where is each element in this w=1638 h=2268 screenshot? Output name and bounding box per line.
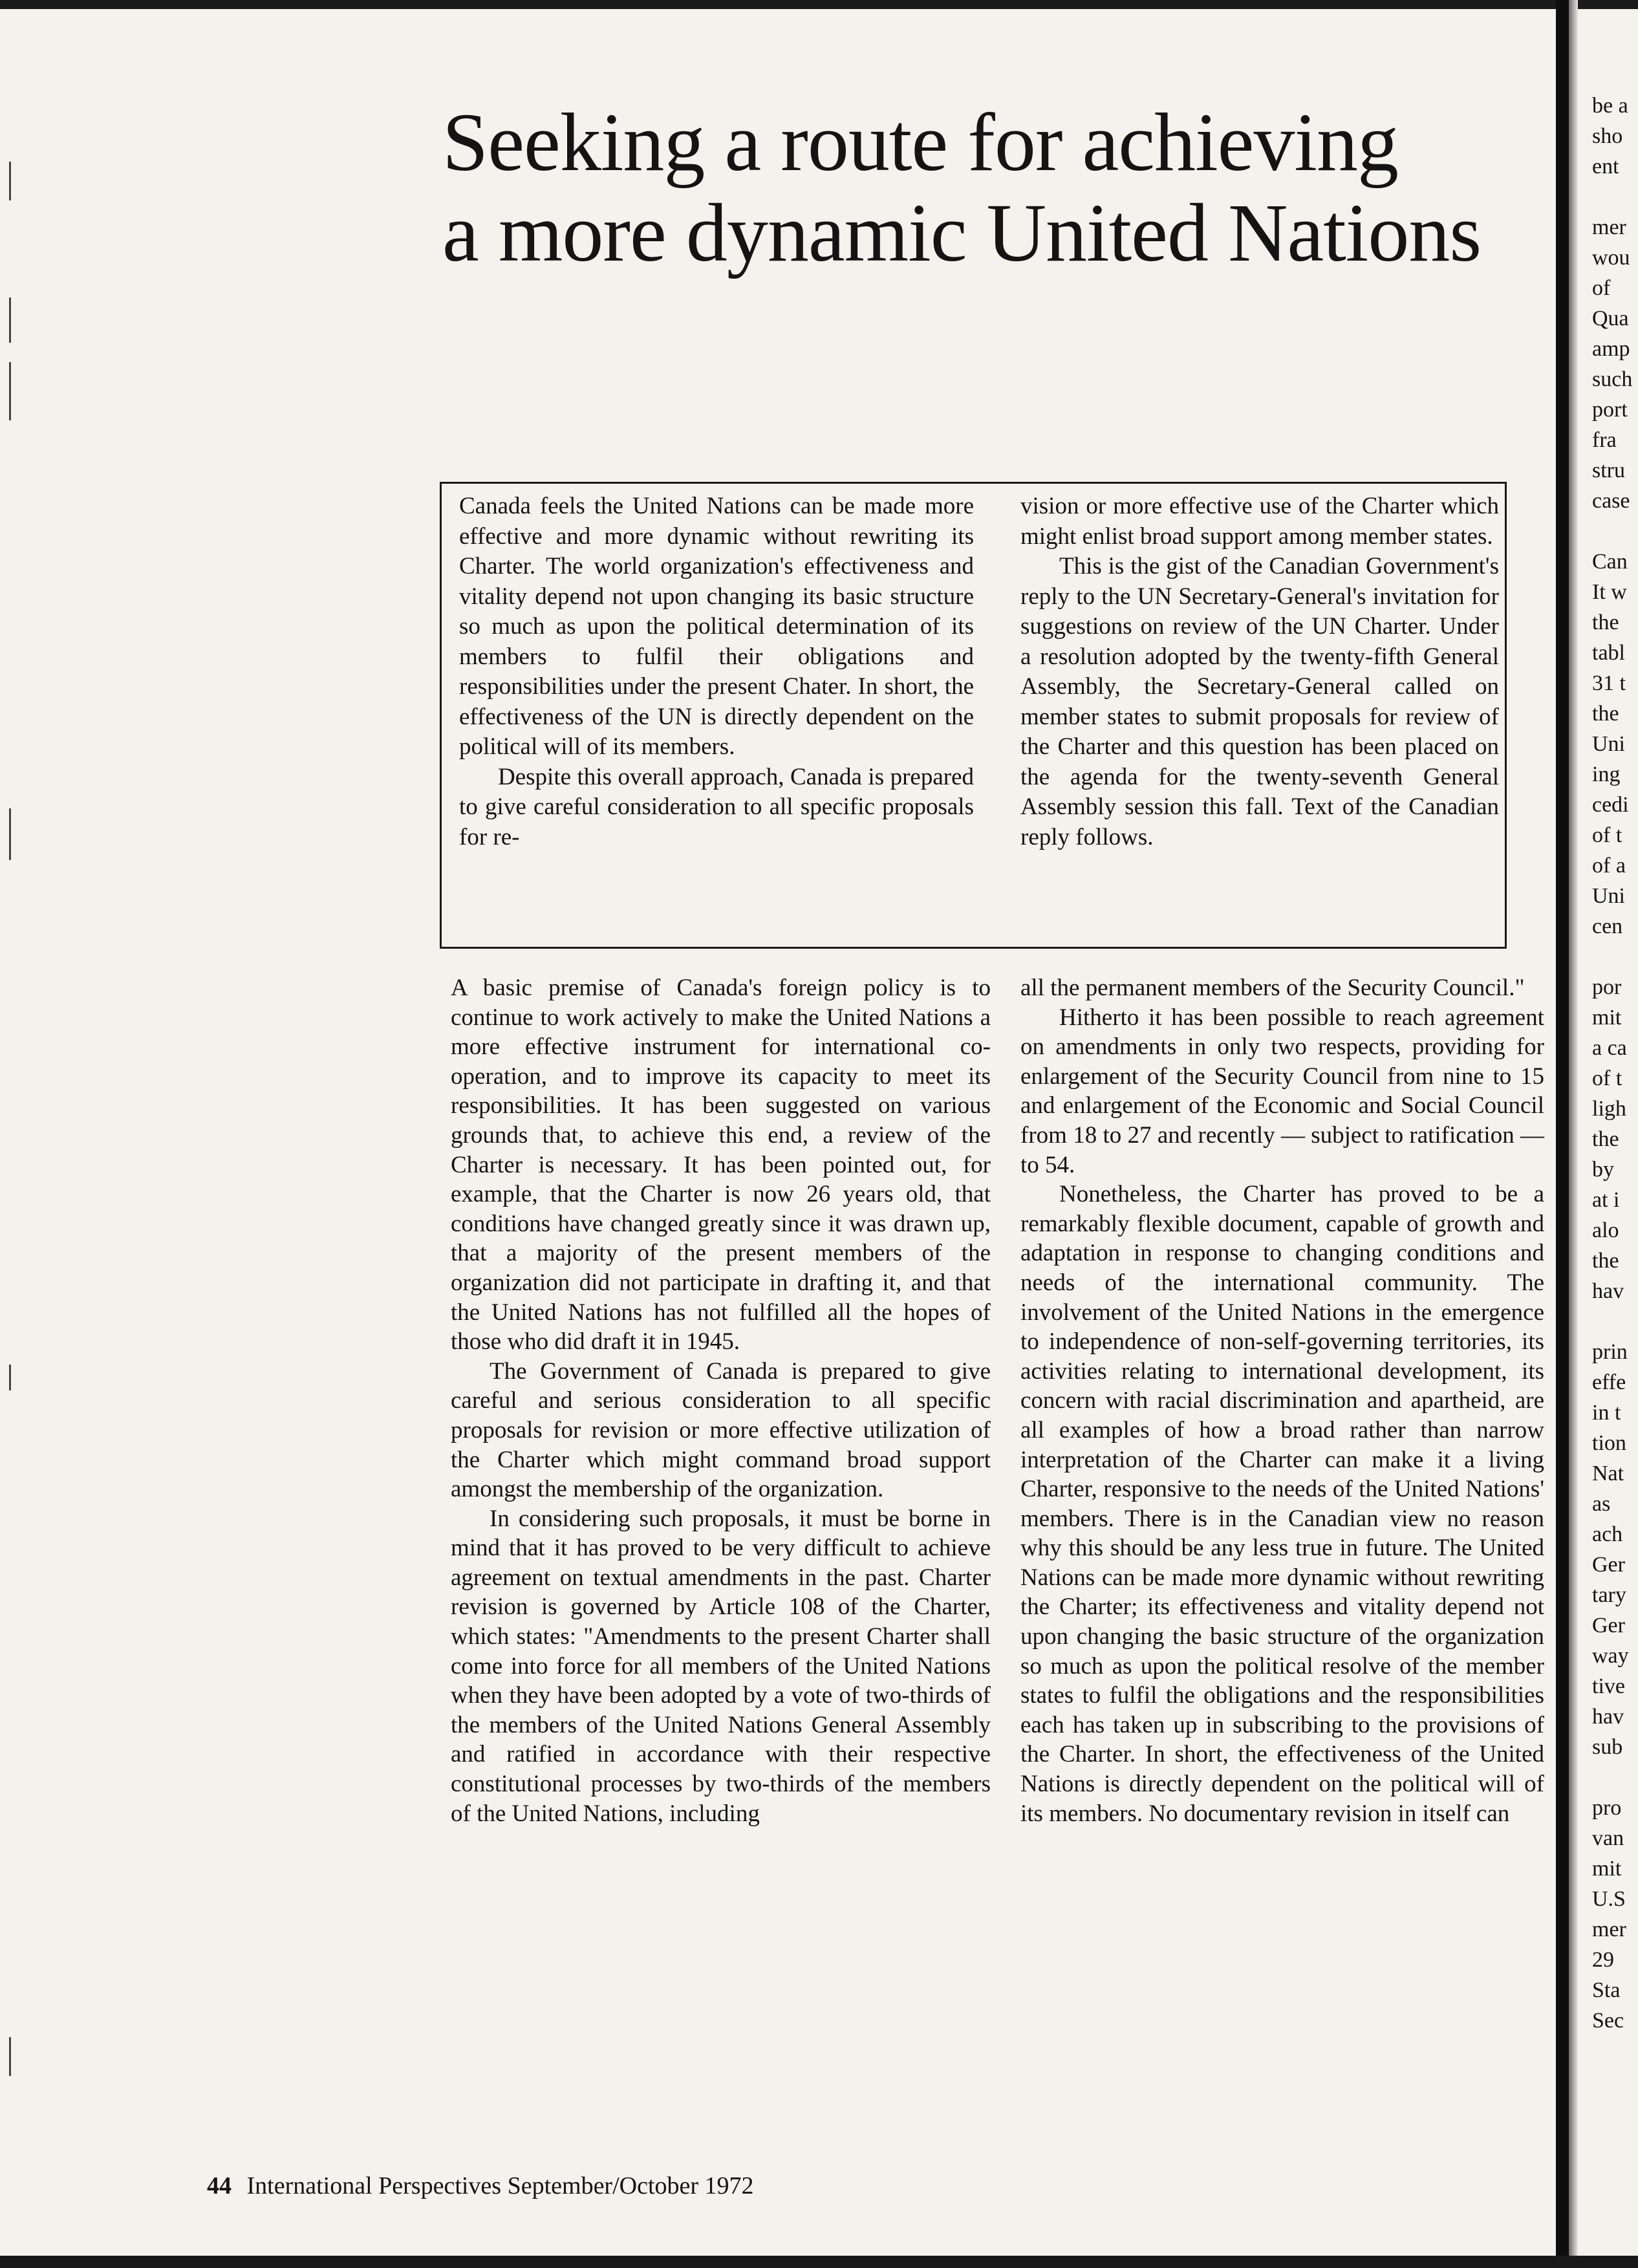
body-column-right <box>1020 973 1544 1828</box>
body-column-left <box>451 973 991 1828</box>
intro-paragraph: This is the gist of the Canadian Government's reply to the UN Secretary-General's invitation for suggestions on review of the UN Charter. Under a resolution adopted by the twenty-fifth General Assembly, the Secretary-General called on member states to submit proposals for review of the Charter and this question has been placed on the agenda for the twenty-seventh General Assembly session this fall. Text of the Canadian reply follows. <box>1020 553 1499 850</box>
facing-page-line: be a <box>1592 94 1628 118</box>
facing-page-line: Nat <box>1592 1462 1624 1485</box>
facing-page-line: Sta <box>1592 1978 1621 2002</box>
facing-page-line: van <box>1592 1826 1624 1850</box>
facing-page-line <box>1592 1306 1638 1337</box>
facing-page-line: mit <box>1592 1857 1622 1881</box>
facing-page-line: in t <box>1592 1401 1621 1425</box>
scan-bottom-edge <box>0 2256 1638 2268</box>
facing-page-line: wou <box>1592 246 1630 270</box>
facing-page-line: amp <box>1592 337 1630 361</box>
page-gutter <box>1556 0 1569 2268</box>
facing-page-line: hav <box>1592 1705 1624 1729</box>
body-paragraph: Hitherto it has been possible to reach agreement on amendments in only two respects, providing for enlargement of the Security Council from nine to 15 and enlargement of the Economic and Social Council from 18 to 27 and recently — subject to ratification — to 54. <box>1020 1004 1544 1178</box>
facing-page-line: as <box>1592 1492 1611 1516</box>
facing-page-line: mer <box>1592 215 1626 239</box>
facing-page-line: U.S <box>1592 1887 1626 1911</box>
body-paragraph: In considering such proposals, it must be borne in mind that it has proved to be very difficult to achieve agreement on textual amendments in the past. Charter revision is governed by Article 108 of the Charter, which states: "Amendments to the present Charter shall come into force for all members of the United Nations when they have been adopted by a vote of two-thirds of the members of the United Nations General Assembly and ratified in accordance with their respective constitutional processes by two-thirds of the members of the United Nations, including <box>451 1505 991 1827</box>
facing-page-line <box>1592 1762 1638 1793</box>
facing-page-line: the <box>1592 1249 1619 1273</box>
intro-paragraph: vision or more effective use of the Charter which might enlist broad support among member states. <box>1020 493 1499 550</box>
facing-page-line: por <box>1592 975 1622 999</box>
facing-page-line: tion <box>1592 1431 1626 1455</box>
facing-page-line: ligh <box>1592 1097 1626 1121</box>
facing-page-line: tive <box>1592 1674 1625 1698</box>
scan-margin-marks <box>0 162 26 2231</box>
intro-paragraph: Canada feels the United Nations can be made more effective and more dynamic without rewriting its Charter. The world organization's effectiveness and vitality depend not upon changing its basic structure so much as upon the political determination of its members to fulfil their obligations and responsibilities under the present Chater. In short, the effectiveness of the UN is directly dependent on the political will of its members. <box>459 493 974 760</box>
facing-page-line: of t <box>1592 823 1622 847</box>
scan-top-edge <box>0 0 1638 9</box>
facing-page-line: It w <box>1592 580 1627 604</box>
facing-page-line: a ca <box>1592 1036 1627 1060</box>
facing-page-line: by <box>1592 1158 1614 1182</box>
facing-page-line: fra <box>1592 428 1617 452</box>
page-number: 44 <box>207 2172 232 2199</box>
facing-page-line: cedi <box>1592 793 1629 817</box>
facing-page-line: tabl <box>1592 641 1625 665</box>
facing-page-line: of t <box>1592 1066 1622 1090</box>
facing-page-line: the <box>1592 1127 1619 1151</box>
facing-page-line: mer <box>1592 1917 1626 1941</box>
facing-page-line: Ger <box>1592 1553 1625 1577</box>
facing-page-line: sub <box>1592 1735 1623 1759</box>
facing-page-line: ent <box>1592 155 1619 178</box>
facing-page-line: cen <box>1592 914 1623 938</box>
facing-page-line: case <box>1592 489 1630 513</box>
facing-page-line: stru <box>1592 459 1625 482</box>
facing-page-line: way <box>1592 1644 1629 1668</box>
facing-page-line <box>1592 942 1638 972</box>
facing-page-line: Sec <box>1592 2009 1624 2033</box>
body-paragraph: The Government of Canada is prepared to give careful and serious consideration to all specific proposals for revision or more effective utilization of the Charter which might command broad support amongst the membership of the organization. <box>451 1357 991 1503</box>
publication-info: International Perspectives September/October 1972 <box>246 2172 754 2199</box>
facing-page-line <box>1592 516 1638 546</box>
facing-page-line: 29 <box>1592 1948 1614 1972</box>
intro-column-right <box>1020 491 1499 852</box>
facing-page-line: port <box>1592 398 1628 422</box>
facing-page-line: 31 t <box>1592 671 1626 695</box>
title-line-2: a more dynamic United Nations <box>442 187 1482 279</box>
intro-column-left <box>459 491 974 852</box>
facing-page-line: effe <box>1592 1370 1626 1394</box>
gutter-shadow <box>1569 0 1578 2268</box>
facing-page-line: of <box>1592 276 1611 300</box>
facing-page-line: at i <box>1592 1188 1620 1212</box>
facing-page-line: hav <box>1592 1279 1624 1303</box>
facing-page-line: Qua <box>1592 307 1629 330</box>
facing-page-line: the <box>1592 610 1619 634</box>
facing-page-line: ing <box>1592 762 1621 786</box>
facing-page-line: of a <box>1592 854 1626 878</box>
facing-page-line: ach <box>1592 1522 1623 1546</box>
page-footer <box>207 2172 754 2200</box>
facing-page-line: alo <box>1592 1218 1619 1242</box>
facing-page-line: Uni <box>1592 732 1625 756</box>
facing-page-line: Ger <box>1592 1614 1625 1637</box>
facing-page-line: mit <box>1592 1006 1622 1030</box>
facing-page-line <box>1592 182 1638 212</box>
facing-page-line: sho <box>1592 124 1623 148</box>
facing-page-line: pro <box>1592 1796 1622 1820</box>
facing-page-line: Can <box>1592 550 1628 574</box>
body-paragraph: Nonetheless, the Charter has proved to be a remarkably flexible document, capable of growth and adaptation in response to changing conditions and needs of the international community. The involvement of the United Nations in the emergence to independence of non-self-governing territories, its activities relating to international development, its concern with racial discrimination and apartheid, are all examples of how a broad rather than narrow interpretation of the Charter can make it a living Charter, responsive to the needs of the United Nations' members. There is in the Canadian view no reason why this should be any less true in future. The United Nations can be made more dynamic without rewriting the Charter; its effectiveness and vitality depend not upon changing the basic structure of the organization so much as upon the political resolve of the member states to fulfil the obligations and the responsibilities each has taken up in subscribing to the provisions of the Charter. In short, the effectiveness of the United Nations is directly dependent on the political will of its members. No documentary revision in itself can <box>1020 1181 1544 1827</box>
facing-page-line: tary <box>1592 1583 1626 1607</box>
facing-page-line: Uni <box>1592 884 1625 908</box>
body-paragraph: all the permanent members of the Security Council." <box>1020 975 1525 1001</box>
facing-page-fragment <box>1592 91 1638 2036</box>
facing-page-line: the <box>1592 702 1619 726</box>
facing-page-line: prin <box>1592 1340 1628 1364</box>
title-line-1: Seeking a route for achieving <box>442 96 1398 188</box>
body-paragraph: A basic premise of Canada's foreign policy is to continue to work actively to make the United Nations a more effective instrument for international co-operation, and to improve its capacity to meet its responsibilities. It has been suggested on various grounds that, to achieve this end, a review of the Charter is necessary. It has been pointed out, for example, that the Charter is now 26 years old, that conditions have changed greatly since it was drawn up, that a majority of the present members of the organization did not participate in drafting it, and that the United Nations has not fulfilled all the hopes of those who did draft it in 1945. <box>451 975 991 1355</box>
facing-page-line: such <box>1592 367 1633 391</box>
intro-paragraph: Despite this overall approach, Canada is prepared to give careful consideration to all specific proposals for re- <box>459 763 974 850</box>
article-title <box>442 97 1555 278</box>
